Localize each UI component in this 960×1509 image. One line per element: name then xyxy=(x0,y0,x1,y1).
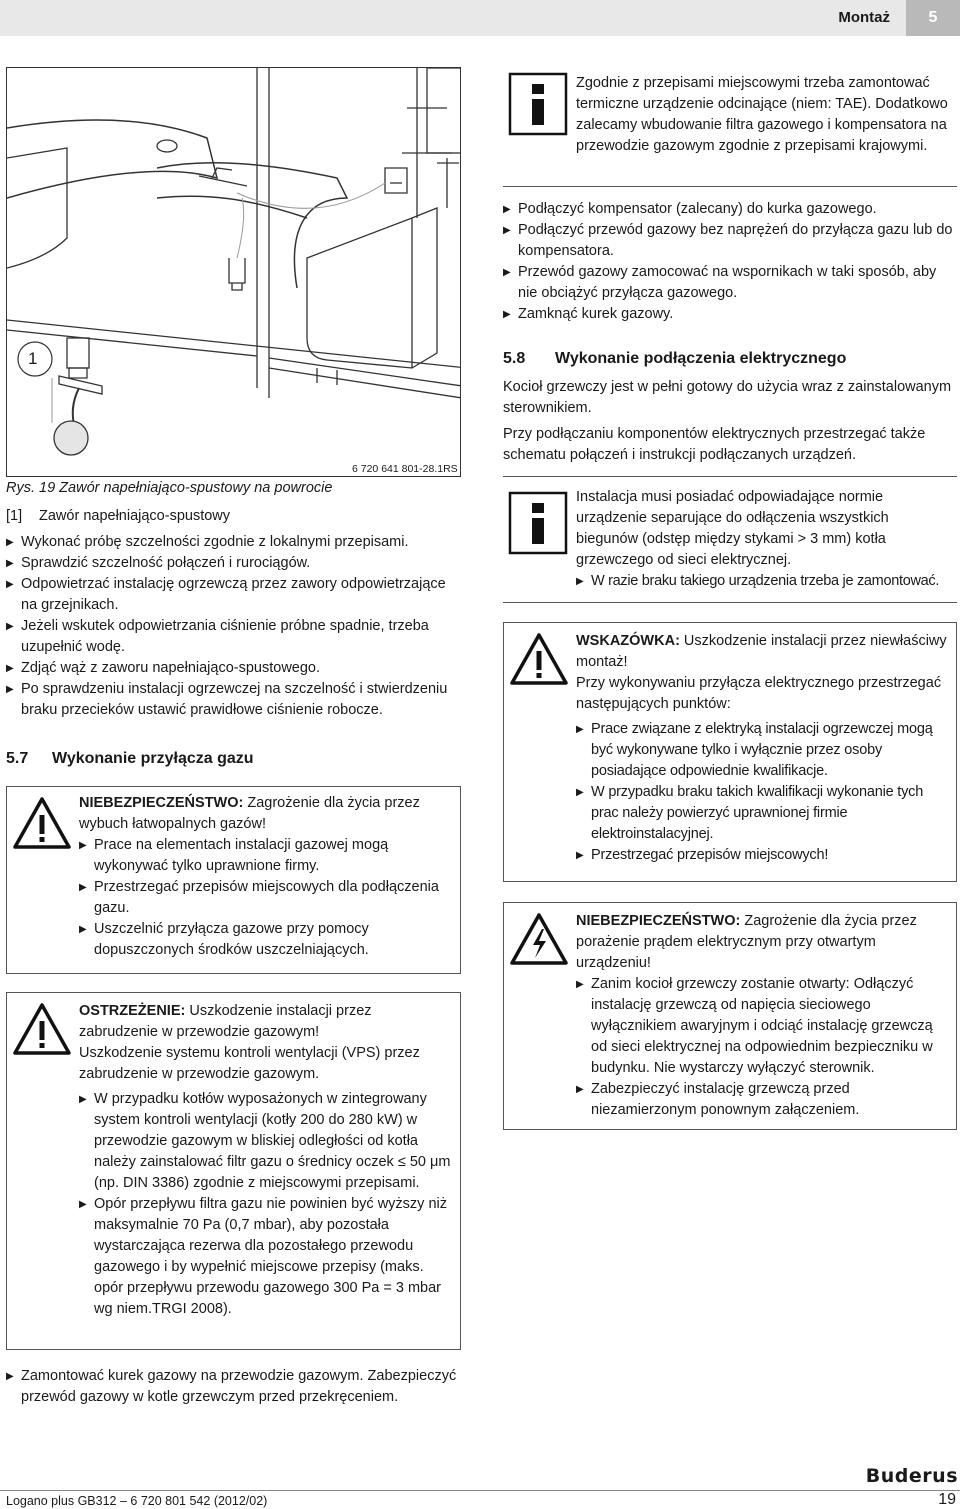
info-icon xyxy=(508,491,578,562)
section-number: 5.7 xyxy=(6,750,29,767)
warning-steps xyxy=(79,1089,454,1320)
danger-text: Zagrożenie dla życia przez porażenie prądem elektrycznym przy otwartym urządzeniu! xyxy=(576,913,917,971)
section-number: 5.8 xyxy=(503,350,526,367)
list-item: ▶ Opór przepływu filtra gazu nie powinien być wyższy niż maksymalnie 70 Pa (0,7 mbar), aby pozostała wystarczająca rezerwa dla pozostałego przewodu gazowego i by wypełnić miejscowe przepisy (maks. opór przepływu przewodu gazowego 300 Pa = 3 mbar wg niem.TRGI 2008). xyxy=(79,1194,454,1320)
technical-illustration xyxy=(7,68,461,477)
legend-index: [1] xyxy=(6,508,23,524)
section-heading-gas xyxy=(6,748,461,769)
list-item: ▶ Zamknąć kurek gazowy. xyxy=(503,304,957,325)
section-heading-electrical xyxy=(503,348,957,369)
notice-label: WSKAZÓWKA: xyxy=(576,633,680,649)
danger-text: Zagrożenie dla życia przez wybuch łatwopalnych gazów! xyxy=(79,795,420,832)
warning-label: OSTRZEŻENIE: xyxy=(79,1003,186,1019)
danger-box-electrical xyxy=(503,902,957,1130)
page-number: 19 xyxy=(938,1491,956,1508)
paragraph: Przy podłączaniu komponentów elektrycznych przestrzegać także schematu połączeń i instrukcji podłączanych urządzeń. xyxy=(503,426,926,463)
figure-caption: Rys. 19 Zawór napełniająco-spustowy na powrocie xyxy=(6,480,333,496)
footer-document-id: Logano plus GB312 – 6 720 801 542 (2012/02) xyxy=(6,1494,268,1508)
bottom-step xyxy=(6,1366,461,1408)
danger-label: NIEBEZPIECZEŃSTWO: xyxy=(576,913,741,929)
warning-box-gas xyxy=(6,992,461,1350)
list-item: ▶ Przestrzegać przepisów miejscowych dla podłączenia gazu. xyxy=(79,877,454,919)
list-item: ▶ W przypadku braku takich kwalifikacji wykonanie tych prac należy powierzyć uprawnionej firmie elektroinstalacyjnej. xyxy=(576,782,950,845)
list-item: ▶ W przypadku kotłów wyposażonych w zintegrowany system kontroli wentylacji (kotły 200 do 280 kW) w przewodzie gazowym w bliskiej odległości od kotła należy zainstalować filtr gazu o średnicy oczek ≤ 50 μm (np. DIN 3386) zgodnie z miejscowymi przepisami. xyxy=(79,1089,454,1194)
gas-connection-steps xyxy=(503,199,957,325)
list-item: ▶ Podłączyć kompensator (zalecany) do kurka gazowego. xyxy=(503,199,957,220)
figure-code: 6 720 641 801-28.1RS xyxy=(352,463,458,475)
list-item: ▶ Uszczelnić przyłącza gazowe przy pomocy dopuszczonych środków uszczelniających. xyxy=(79,919,454,961)
figure-legend xyxy=(6,506,230,527)
list-item: ▶ Po sprawdzeniu instalacji ogrzewczej na szczelność i stwierdzeniu braku przecieków ustawić prawidłowe ciśnienie robocze. xyxy=(6,679,461,721)
warning-message xyxy=(79,1001,454,1043)
list-item: ▶ Prace związane z elektryką instalacji ogrzewczej mogą być wykonywane tylko i wyłącznie przez osoby posiadające odpowiednie kwalifikacje. xyxy=(576,719,950,782)
danger-message xyxy=(576,911,950,974)
list-item: ▶ Zamontować kurek gazowy na przewodzie gazowym. Zabezpieczyć przewód gazowy w kotle grzewczym przed przekręceniem. xyxy=(6,1366,461,1408)
info-text: Instalacja musi posiadać odpowiadające normie urządzenie separujące do odłączenia wszystkich biegunów (odstęp między stykami > 3 mm) kotła grzewczego od sieci elektrycznej. xyxy=(576,489,889,568)
list-item: ▶ Prace na elementach instalacji gazowej mogą wykonywać tylko uprawnione firmy. xyxy=(79,835,454,877)
info-note-top xyxy=(503,67,957,185)
warning-text-2: Uszkodzenie systemu kontroli wentylacji (VPS) przez zabrudzenie w przewodzie gazowym. xyxy=(79,1045,420,1082)
list-item: ▶ Jeżeli wskutek odpowietrzania ciśnienie próbne spadnie, trzeba uzupełnić wodę. xyxy=(6,616,461,658)
section-heading-text: Wykonanie przyłącza gazu xyxy=(52,750,254,767)
callout-number: 1 xyxy=(28,349,38,368)
notice-text: Uszkodzenie instalacji przez niewłaściwy montaż! xyxy=(576,633,947,670)
section-title: Montaż xyxy=(838,9,890,26)
list-item: ▶ Wykonać próbę szczelności zgodnie z lokalnymi przepisami. xyxy=(6,532,461,553)
danger-steps xyxy=(576,974,950,1121)
test-steps-list xyxy=(6,532,461,721)
legend-text: Zawór napełniająco-spustowy xyxy=(39,508,231,524)
list-item: ▶ W razie braku takiego urządzenia trzeba je zamontować. xyxy=(576,571,951,592)
list-item: ▶ Zabezpieczyć instalację grzewczą przed niezamierzonym ponownym załączeniem. xyxy=(576,1079,950,1121)
list-item: ▶ Zanim kocioł grzewczy zostanie otwarty: Odłączyć instalację grzewczą od napięcia sieciowego wyłącznikiem awaryjnym i odciąć instalację grzewczą od sieci elektrycznej na odpowiednim bezpieczniku w budynku. Nie wystarczy wyłączyć sterownik. xyxy=(576,974,950,1079)
danger-steps xyxy=(79,835,454,961)
notice-text-2: Przy wykonywaniu przyłącza elektrycznego przestrzegać następujących punktów: xyxy=(576,675,942,712)
divider xyxy=(503,602,957,603)
list-item: ▶ Przewód gazowy zamocować na wspornikach w taki sposób, aby nie obciążyć przyłącza gazowego. xyxy=(503,262,957,304)
section-number-tab: 5 xyxy=(906,0,960,36)
info-note-electrical xyxy=(503,477,957,601)
warning-text: Uszkodzenie instalacji przez zabrudzenie w przewodzie gazowym! xyxy=(79,1003,372,1040)
section-heading-text: Wykonanie podłączenia elektrycznego xyxy=(555,350,847,367)
figure-drain-valve xyxy=(6,67,461,477)
danger-message xyxy=(79,793,454,835)
high-voltage-icon xyxy=(504,903,574,980)
warning-triangle-icon xyxy=(504,623,574,700)
header-bar xyxy=(0,0,960,36)
notice-message xyxy=(576,631,950,673)
list-item: ▶ Podłączyć przewód gazowy bez naprężeń do przyłącza gazu lub do kompensatora. xyxy=(503,220,957,262)
notice-box-electrical xyxy=(503,622,957,882)
warning-triangle-icon xyxy=(7,993,77,1070)
danger-label: NIEBEZPIECZEŃSTWO: xyxy=(79,795,244,811)
warning-triangle-icon xyxy=(7,787,77,864)
paragraph: Kocioł grzewczy jest w pełni gotowy do użycia wraz z zainstalowanym sterownikiem. xyxy=(503,379,952,416)
list-item: ▶ Przestrzegać przepisów miejscowych! xyxy=(576,845,950,866)
list-item: ▶ Sprawdzić szczelność połączeń i rurociągów. xyxy=(6,553,461,574)
notice-steps xyxy=(576,719,950,866)
danger-box-gas xyxy=(6,786,461,974)
info-text: Zgodnie z przepisami miejscowymi trzeba zamontować termiczne urządzenie odcinające (niem: TAE). Dodatkowo zalecamy wbudowanie filtra gazowego i kompensatora na przewodzie gazowym zgodnie z przepisami krajowymi. xyxy=(576,75,948,154)
divider xyxy=(503,186,957,187)
list-item: ▶ Zdjąć wąż z zaworu napełniająco-spustowego. xyxy=(6,658,461,679)
info-steps xyxy=(576,571,951,592)
info-icon xyxy=(508,72,578,143)
list-item: ▶ Odpowietrzać instalację ogrzewczą przez zawory odpowietrzające na grzejnikach. xyxy=(6,574,461,616)
brand-logo: Buderus xyxy=(865,1465,958,1487)
